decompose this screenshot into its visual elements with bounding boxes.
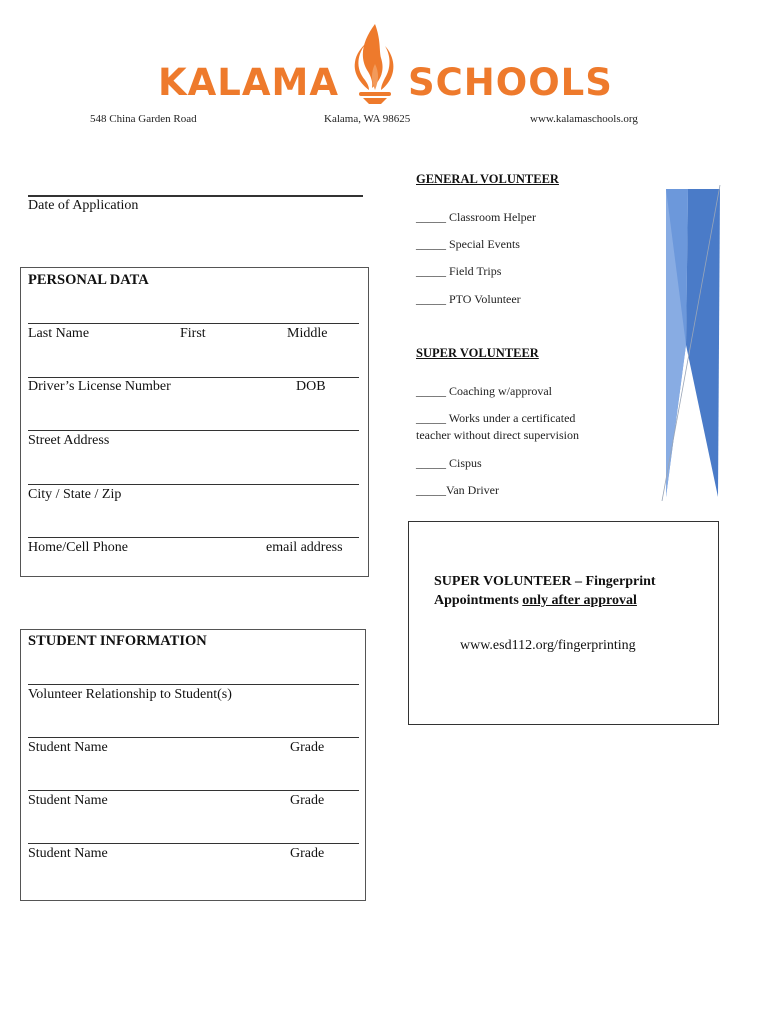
student-3-name-label: Student Name [28, 846, 108, 861]
option-classroom-helper[interactable]: _____ Classroom Helper [416, 210, 536, 224]
fingerprint-url-link[interactable]: www.esd112.org/fingerprinting [460, 638, 636, 653]
option-pto-volunteer[interactable]: _____ PTO Volunteer [416, 292, 521, 306]
address-street: 548 China Garden Road [90, 113, 197, 125]
website-link[interactable]: www.kalamaschools.org [530, 113, 638, 125]
option-cispus[interactable]: _____ Cispus [416, 456, 482, 470]
fingerprint-title [434, 572, 656, 610]
license-line[interactable] [28, 377, 359, 378]
logo-word-kalama: KALAMA [158, 61, 339, 104]
personal-data-box [20, 267, 369, 577]
last-name-label: Last Name [28, 326, 90, 341]
blue-ribbon-decoration [660, 185, 724, 501]
phone-label: Home/Cell Phone [28, 540, 128, 555]
logo-word-schools: SCHOOLS [408, 61, 613, 104]
option-van-driver[interactable]: _____Van Driver [416, 483, 499, 497]
student-2-line[interactable] [28, 790, 359, 791]
relationship-line[interactable] [28, 684, 359, 685]
fingerprint-box [408, 521, 719, 725]
first-name-label: First [180, 326, 206, 341]
option-works-certificated[interactable] [416, 410, 579, 444]
relationship-label: Volunteer Relationship to Student(s) [28, 687, 232, 702]
dob-label: DOB [296, 379, 326, 394]
student-1-line[interactable] [28, 737, 359, 738]
phone-line[interactable] [28, 537, 359, 538]
name-line[interactable] [28, 323, 359, 324]
option-special-events[interactable]: _____ Special Events [416, 237, 520, 251]
student-2-grade-label: Grade [290, 793, 325, 808]
city-line[interactable] [28, 484, 359, 485]
email-label: email address [266, 540, 343, 555]
fingerprint-title-line-2 [434, 591, 656, 610]
student-1-grade-label: Grade [290, 740, 325, 755]
student-2-name-label: Student Name [28, 793, 108, 808]
student-1-name-label: Student Name [28, 740, 108, 755]
works-line-1: _____ Works under a certificated [416, 411, 576, 425]
fingerprint-title-line-1: SUPER VOLUNTEER – Fingerprint [434, 574, 656, 589]
license-label: Driver’s License Number [28, 379, 171, 394]
fingerprint-title-only-after-approval: only after approval [522, 593, 637, 608]
student-info-heading: STUDENT INFORMATION [28, 633, 207, 649]
general-volunteer-heading: GENERAL VOLUNTEER [416, 172, 559, 186]
option-coaching[interactable]: _____ Coaching w/approval [416, 384, 552, 398]
option-field-trips[interactable]: _____ Field Trips [416, 264, 502, 278]
student-3-line[interactable] [28, 843, 359, 844]
middle-name-label: Middle [287, 326, 328, 341]
street-line[interactable] [28, 430, 359, 431]
torch-flame-icon [345, 20, 405, 106]
date-application-line[interactable] [28, 195, 363, 197]
street-label: Street Address [28, 433, 110, 448]
city-label: City / State / Zip [28, 487, 122, 502]
address-city: Kalama, WA 98625 [324, 113, 411, 125]
works-line-2: teacher without direct supervision [416, 428, 579, 442]
student-3-grade-label: Grade [290, 846, 325, 861]
personal-data-heading: PERSONAL DATA [28, 272, 149, 288]
date-application-label: Date of Application [28, 198, 139, 213]
super-volunteer-heading: SUPER VOLUNTEER [416, 346, 539, 360]
fingerprint-title-appointments: Appointments [434, 593, 523, 608]
